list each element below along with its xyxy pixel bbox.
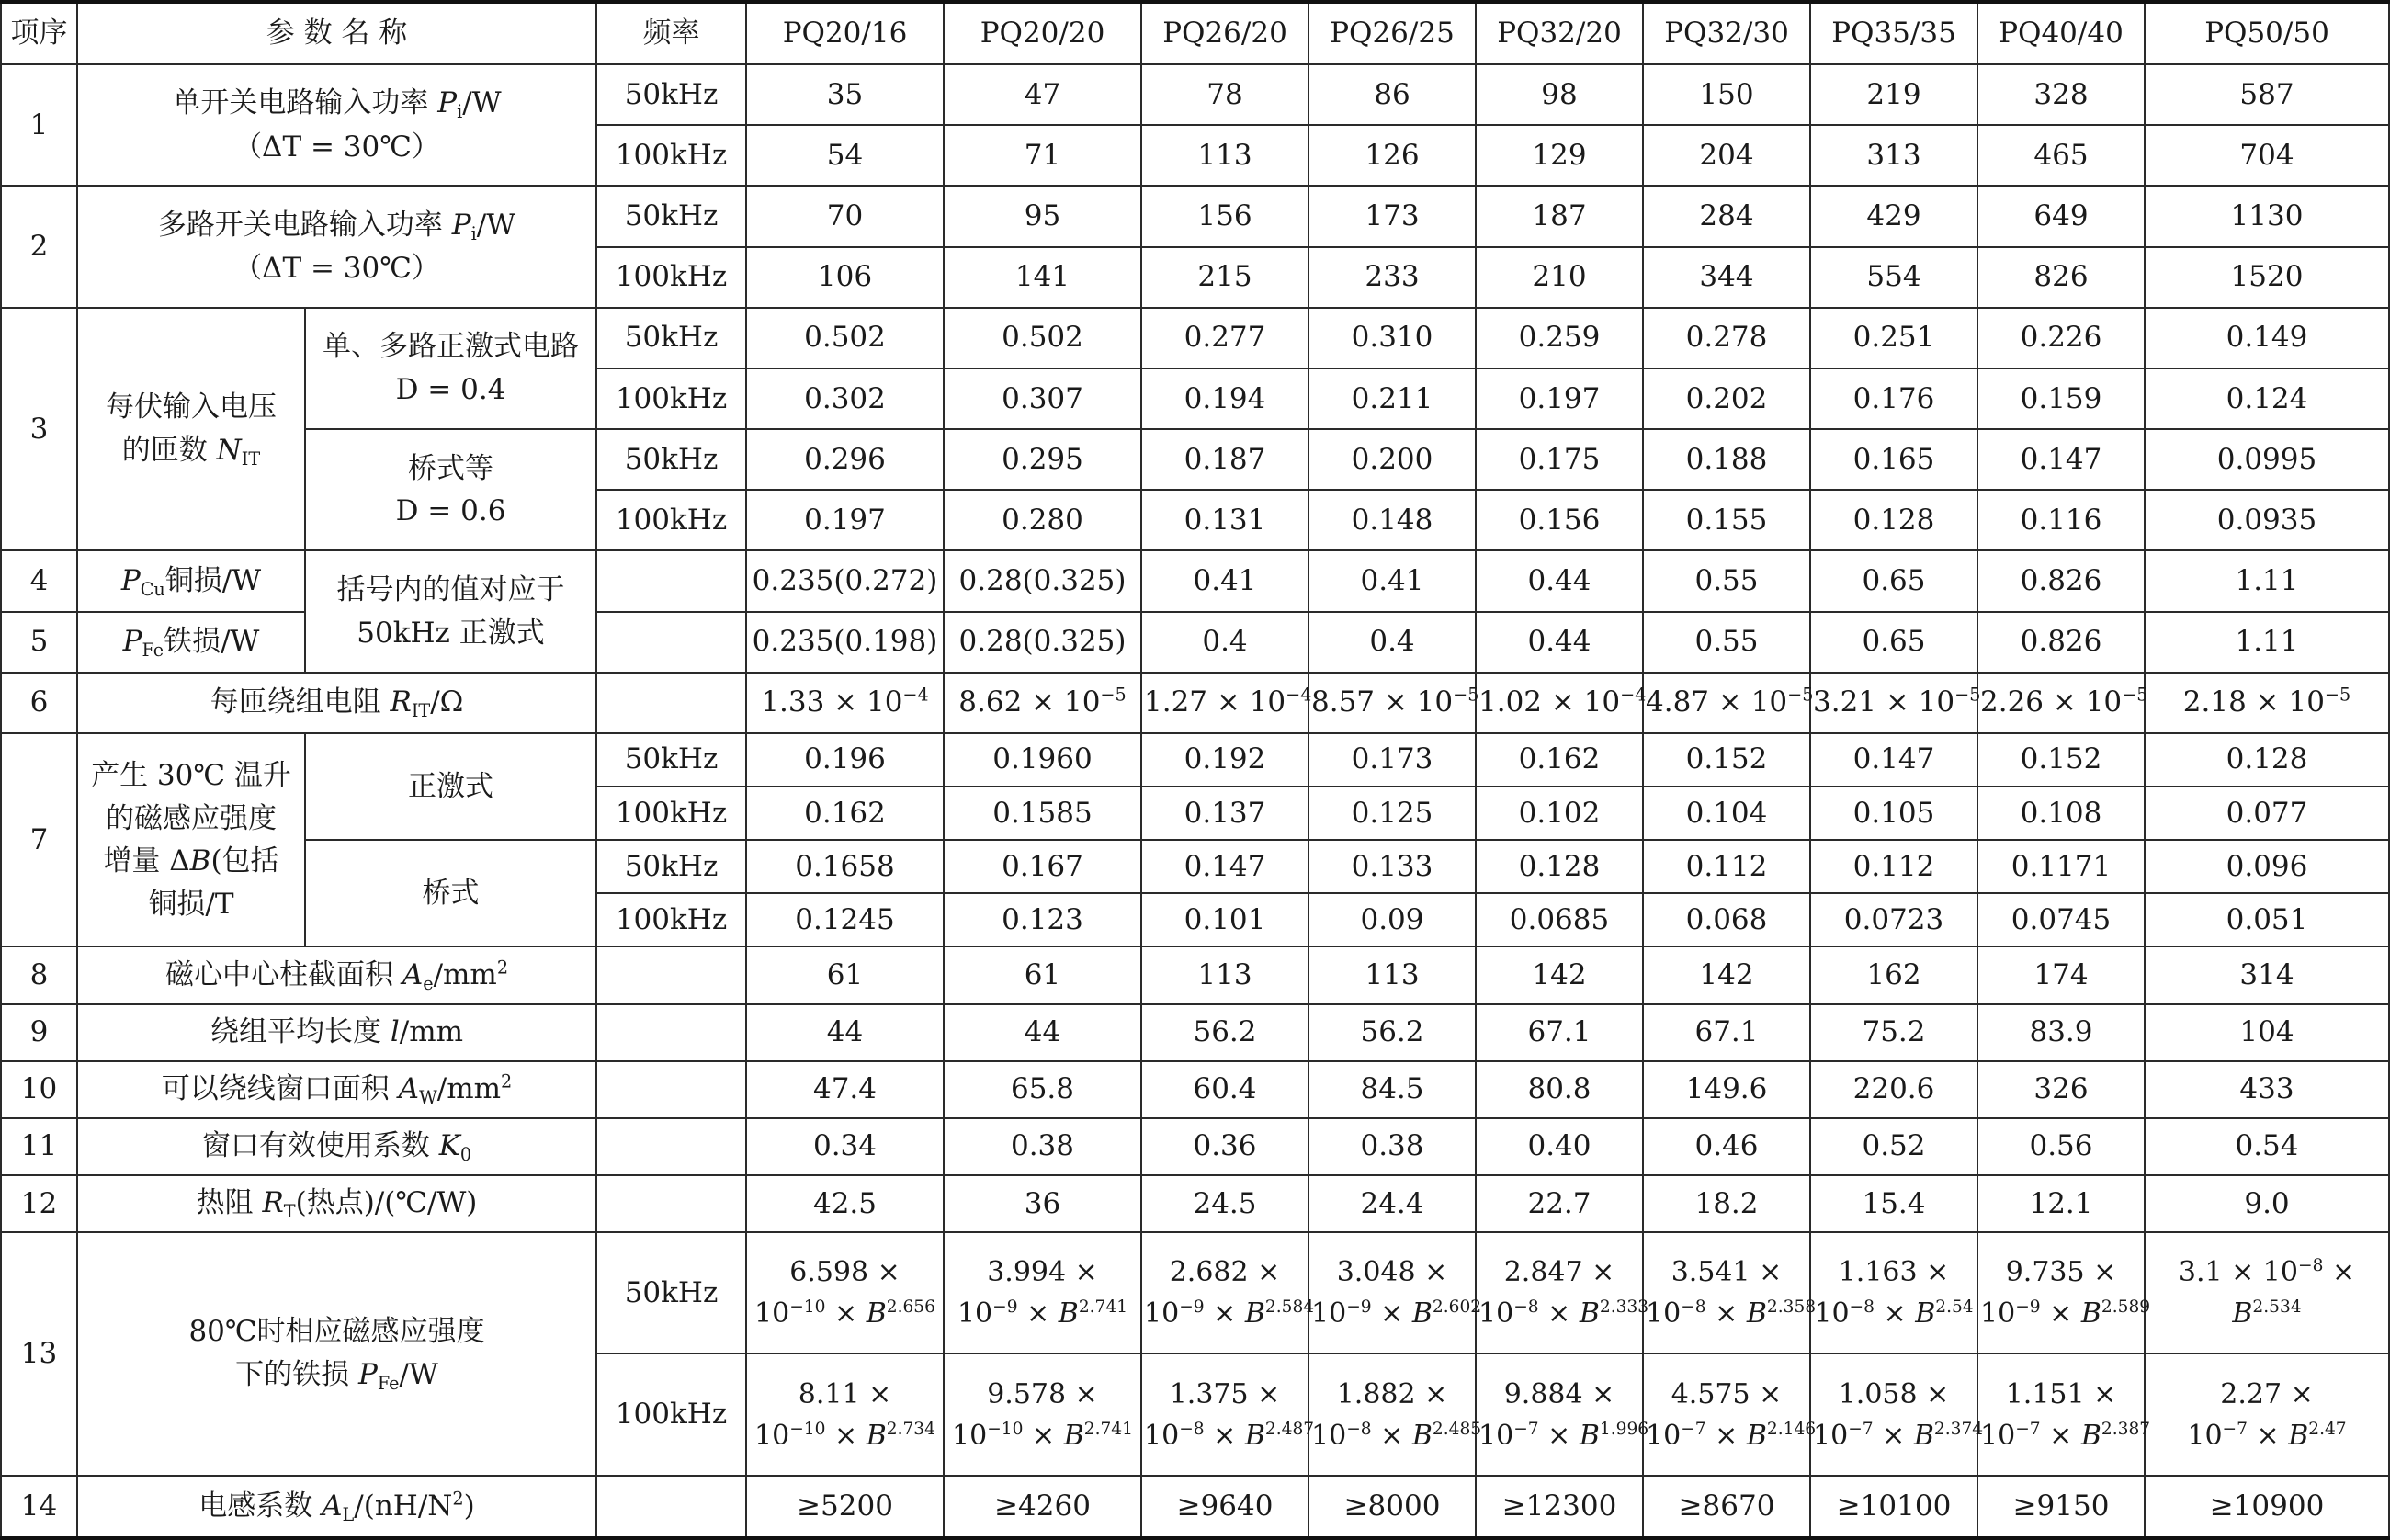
value-cell: 0.155 (1643, 490, 1810, 550)
parameter-subcondition: 单、多路正激式电路 D = 0.4 (305, 308, 596, 429)
value-cell: 554 (1810, 247, 1977, 308)
value-cell: 344 (1643, 247, 1810, 308)
value-cell: 113 (1141, 946, 1308, 1003)
formula-cell: 2.27 × $10^{-7} \times B^{2.47}$ (2145, 1353, 2389, 1475)
value-cell: 0.251 (1810, 308, 1977, 368)
value-cell: 95 (944, 186, 1141, 246)
formula-cell: $3.1 \times 10^{-8}$ × $B^{2.534}$ (2145, 1232, 2389, 1353)
formula-cell: 1.151 × $10^{-7} \times B^{2.387}$ (1977, 1353, 2145, 1475)
value-cell: 0.44 (1476, 550, 1643, 611)
value-cell: ≥10900 (2145, 1476, 2389, 1538)
value-cell: 0.235(0.198) (746, 612, 944, 673)
value-cell: 0.131 (1141, 490, 1308, 550)
table-row (1, 1004, 2389, 1061)
table-row (1, 1061, 2389, 1118)
value-cell: 284 (1643, 186, 1810, 246)
value-cell: 0.65 (1810, 550, 1977, 611)
value-cell: 173 (1308, 186, 1476, 246)
value-cell: 1520 (2145, 247, 2389, 308)
value-cell: 60.4 (1141, 1061, 1308, 1118)
value-cell: 0.502 (944, 308, 1141, 368)
value-cell: 1.11 (2145, 550, 2389, 611)
value-cell: 0.0995 (2145, 429, 2389, 490)
value-cell: 0.102 (1476, 787, 1643, 840)
value-cell: 0.28(0.325) (944, 612, 1141, 673)
value-cell: 0.1245 (746, 893, 944, 946)
parameter-name: 多路开关电路输入功率 $P_i/W$ （ΔT = 30℃） (77, 186, 596, 307)
value-cell: 0.36 (1141, 1118, 1308, 1175)
value-cell: 80.8 (1476, 1061, 1643, 1118)
value-cell: 587 (2145, 64, 2389, 125)
formula-cell: 3.994 × $10^{-9} \times B^{2.741}$ (944, 1232, 1141, 1353)
parameter-name: $P_{Fe}$铁损/W (77, 612, 305, 673)
value-cell: 0.101 (1141, 893, 1308, 946)
value-cell: 0.296 (746, 429, 944, 490)
value-cell: 113 (1141, 125, 1308, 186)
frequency-cell: 100kHz (596, 247, 746, 308)
value-cell: 0.124 (2145, 368, 2389, 429)
parameter-name: 热阻 $R_T$(热点)/(℃/W) (77, 1175, 596, 1232)
value-cell: 0.162 (1476, 733, 1643, 787)
value-cell: 0.104 (1643, 787, 1810, 840)
formula-cell: 1.163 × $10^{-8} \times B^{2.54}$ (1810, 1232, 1977, 1353)
formula-cell: 9.735 × $10^{-9} \times B^{2.589}$ (1977, 1232, 2145, 1353)
value-cell: 0.09 (1308, 893, 1476, 946)
value-cell: 0.148 (1308, 490, 1476, 550)
value-cell: 0.295 (944, 429, 1141, 490)
row-index: 7 (1, 733, 77, 947)
header-model: PQ40/40 (1977, 2, 2145, 64)
value-cell: 0.187 (1141, 429, 1308, 490)
row-index: 13 (1, 1232, 77, 1476)
parameter-subcondition: 正激式 (305, 733, 596, 840)
value-cell: 126 (1308, 125, 1476, 186)
value-cell: 0.112 (1643, 840, 1810, 893)
table-row (1, 64, 2389, 125)
value-cell: 24.4 (1308, 1175, 1476, 1232)
table-row (1, 550, 2389, 611)
header-index: 项序 (1, 2, 77, 64)
frequency-cell-empty (596, 550, 746, 611)
parameter-name: 每伏输入电压 的匝数 $N_{IT}$ (77, 308, 305, 551)
value-cell: $3.21 \times 10^{-5}$ (1810, 673, 1977, 733)
value-cell: $4.87 \times 10^{-5}$ (1643, 673, 1810, 733)
value-cell: 0.38 (1308, 1118, 1476, 1175)
value-cell: 67.1 (1643, 1004, 1810, 1061)
value-cell: 0.302 (746, 368, 944, 429)
frequency-cell: 50kHz (596, 308, 746, 368)
value-cell: 0.55 (1643, 612, 1810, 673)
value-cell: 0.128 (2145, 733, 2389, 787)
value-cell: 61 (746, 946, 944, 1003)
value-cell: 22.7 (1476, 1175, 1643, 1232)
value-cell: 0.46 (1643, 1118, 1810, 1175)
row-index: 10 (1, 1061, 77, 1118)
value-cell: 219 (1810, 64, 1977, 125)
value-cell: 314 (2145, 946, 2389, 1003)
header-model: PQ20/20 (944, 2, 1141, 64)
frequency-cell: 50kHz (596, 1232, 746, 1353)
parameter-name: 产生 30℃ 温升 的磁感应强度 增量 ΔB(包括 铜损/T (77, 733, 305, 947)
value-cell: $1.02 \times 10^{-4}$ (1476, 673, 1643, 733)
frequency-cell-empty (596, 946, 746, 1003)
value-cell: 12.1 (1977, 1175, 2145, 1232)
formula-cell: 1.882 × $10^{-8} \times B^{2.485}$ (1308, 1353, 1476, 1475)
value-cell: 0.55 (1643, 550, 1810, 611)
value-cell: 233 (1308, 247, 1476, 308)
value-cell: 174 (1977, 946, 2145, 1003)
table-row (1, 840, 2389, 893)
value-cell: 0.133 (1308, 840, 1476, 893)
header-model: PQ35/35 (1810, 2, 1977, 64)
formula-cell: 2.847 × $10^{-8} \times B^{2.333}$ (1476, 1232, 1643, 1353)
header-model: PQ50/50 (2145, 2, 2389, 64)
value-cell: 84.5 (1308, 1061, 1476, 1118)
value-cell: 0.41 (1308, 550, 1476, 611)
value-cell: 15.4 (1810, 1175, 1977, 1232)
value-cell: 24.5 (1141, 1175, 1308, 1232)
value-cell: 204 (1643, 125, 1810, 186)
value-cell: 47.4 (746, 1061, 944, 1118)
value-cell: 1130 (2145, 186, 2389, 246)
value-cell: 0.105 (1810, 787, 1977, 840)
frequency-cell: 100kHz (596, 368, 746, 429)
value-cell: 0.159 (1977, 368, 2145, 429)
value-cell: 149.6 (1643, 1061, 1810, 1118)
value-cell: 0.123 (944, 893, 1141, 946)
table-row (1, 308, 2389, 368)
frequency-cell: 50kHz (596, 64, 746, 125)
value-cell: 0.167 (944, 840, 1141, 893)
value-cell: 0.125 (1308, 787, 1476, 840)
value-cell: 210 (1476, 247, 1643, 308)
value-cell: 0.278 (1643, 308, 1810, 368)
value-cell: 18.2 (1643, 1175, 1810, 1232)
frequency-cell: 100kHz (596, 787, 746, 840)
value-cell: 0.096 (2145, 840, 2389, 893)
value-cell: 826 (1977, 247, 2145, 308)
frequency-cell: 50kHz (596, 429, 746, 490)
value-cell: 141 (944, 247, 1141, 308)
value-cell: 0.259 (1476, 308, 1643, 368)
frequency-cell: 100kHz (596, 125, 746, 186)
value-cell: 0.156 (1476, 490, 1643, 550)
header-model: PQ26/20 (1141, 2, 1308, 64)
value-cell: 0.202 (1643, 368, 1810, 429)
value-cell: 0.310 (1308, 308, 1476, 368)
frequency-cell: 50kHz (596, 186, 746, 246)
value-cell: 0.068 (1643, 893, 1810, 946)
value-cell: 0.116 (1977, 490, 2145, 550)
value-cell: 0.1658 (746, 840, 944, 893)
value-cell: 1.11 (2145, 612, 2389, 673)
formula-cell: 8.11 × $10^{-10} \times B^{2.734}$ (746, 1353, 944, 1475)
value-cell: 56.2 (1141, 1004, 1308, 1061)
frequency-cell: 50kHz (596, 840, 746, 893)
value-cell: $8.62 \times 10^{-5}$ (944, 673, 1141, 733)
frequency-cell-empty (596, 1061, 746, 1118)
parameter-name: 绕组平均长度 l/mm (77, 1004, 596, 1061)
row-index: 2 (1, 186, 77, 307)
frequency-cell-empty (596, 1175, 746, 1232)
table-row (1, 733, 2389, 787)
frequency-cell-empty (596, 1118, 746, 1175)
value-cell: 156 (1141, 186, 1308, 246)
value-cell: ≥5200 (746, 1476, 944, 1538)
value-cell: 0.235(0.272) (746, 550, 944, 611)
table-row (1, 186, 2389, 246)
row-index: 12 (1, 1175, 77, 1232)
value-cell: 61 (944, 946, 1141, 1003)
value-cell: 0.1960 (944, 733, 1141, 787)
value-cell: 0.200 (1308, 429, 1476, 490)
value-cell: 0.28(0.325) (944, 550, 1141, 611)
value-cell: 0.196 (746, 733, 944, 787)
value-cell: 0.194 (1141, 368, 1308, 429)
value-cell: 0.192 (1141, 733, 1308, 787)
parameter-name: 可以绕线窗口面积 $A_W/mm^2$ (77, 1061, 596, 1118)
parameter-name: 窗口有效使用系数 $K_0$ (77, 1118, 596, 1175)
value-cell: 0.65 (1810, 612, 1977, 673)
value-cell: 9.0 (2145, 1175, 2389, 1232)
value-cell: 150 (1643, 64, 1810, 125)
value-cell: 0.128 (1476, 840, 1643, 893)
value-cell: 0.56 (1977, 1118, 2145, 1175)
value-cell: 0.108 (1977, 787, 2145, 840)
value-cell: ≥8000 (1308, 1476, 1476, 1538)
table-row (1, 429, 2389, 490)
value-cell: 0.54 (2145, 1118, 2389, 1175)
value-cell: $1.33 \times 10^{-4}$ (746, 673, 944, 733)
value-cell: ≥4260 (944, 1476, 1141, 1538)
value-cell: 0.162 (746, 787, 944, 840)
value-cell: 0.4 (1141, 612, 1308, 673)
header-row (1, 2, 2389, 64)
formula-cell: 3.541 × $10^{-8} \times B^{2.358}$ (1643, 1232, 1810, 1353)
value-cell: 0.176 (1810, 368, 1977, 429)
value-cell: 0.175 (1476, 429, 1643, 490)
value-cell: 47 (944, 64, 1141, 125)
value-cell: 433 (2145, 1061, 2389, 1118)
formula-cell: 9.884 × $10^{-7} \times B^{1.996}$ (1476, 1353, 1643, 1475)
value-cell: 0.051 (2145, 893, 2389, 946)
row-index: 11 (1, 1118, 77, 1175)
value-cell: ≥8670 (1643, 1476, 1810, 1538)
frequency-cell: 50kHz (596, 733, 746, 787)
value-cell: 83.9 (1977, 1004, 2145, 1061)
value-cell: $1.27 \times 10^{-4}$ (1141, 673, 1308, 733)
parameter-name: 单开关电路输入功率 $P_i/W$ （ΔT = 30℃） (77, 64, 596, 186)
parameter-note: 括号内的值对应于 50kHz 正激式 (305, 550, 596, 672)
parameter-name: 电感系数 $A_L/(nH/N^2)$ (77, 1476, 596, 1538)
frequency-cell: 100kHz (596, 893, 746, 946)
value-cell: 0.077 (2145, 787, 2389, 840)
value-cell: 106 (746, 247, 944, 308)
row-index: 5 (1, 612, 77, 673)
table-row (1, 1118, 2389, 1175)
frequency-cell: 100kHz (596, 1353, 746, 1475)
value-cell: 0.40 (1476, 1118, 1643, 1175)
value-cell: ≥9150 (1977, 1476, 2145, 1538)
value-cell: 44 (944, 1004, 1141, 1061)
value-cell: 0.226 (1977, 308, 2145, 368)
value-cell: 35 (746, 64, 944, 125)
value-cell: 328 (1977, 64, 2145, 125)
value-cell: 113 (1308, 946, 1476, 1003)
value-cell: 0.826 (1977, 612, 2145, 673)
parameter-subcondition: 桥式 (305, 840, 596, 946)
value-cell: 0.826 (1977, 550, 2145, 611)
formula-cell: 4.575 × $10^{-7} \times B^{2.146}$ (1643, 1353, 1810, 1475)
value-cell: 71 (944, 125, 1141, 186)
formula-cell: 3.048 × $10^{-9} \times B^{2.602}$ (1308, 1232, 1476, 1353)
value-cell: 313 (1810, 125, 1977, 186)
value-cell: 0.165 (1810, 429, 1977, 490)
value-cell: 0.0685 (1476, 893, 1643, 946)
row-index: 4 (1, 550, 77, 611)
value-cell: 142 (1476, 946, 1643, 1003)
value-cell: 0.34 (746, 1118, 944, 1175)
header-frequency: 频率 (596, 2, 746, 64)
value-cell: 0.188 (1643, 429, 1810, 490)
value-cell: 162 (1810, 946, 1977, 1003)
value-cell: ≥10100 (1810, 1476, 1977, 1538)
frequency-cell-empty (596, 1004, 746, 1061)
frequency-cell-empty (596, 612, 746, 673)
value-cell: 0.147 (1977, 429, 2145, 490)
parameter-name: 每匝绕组电阻 $R_{IT}/\Omega$ (77, 673, 596, 733)
value-cell: 104 (2145, 1004, 2389, 1061)
value-cell: 78 (1141, 64, 1308, 125)
value-cell: 465 (1977, 125, 2145, 186)
value-cell: 86 (1308, 64, 1476, 125)
value-cell: 65.8 (944, 1061, 1141, 1118)
table-row (1, 1232, 2389, 1353)
value-cell: 42.5 (746, 1175, 944, 1232)
header-model: PQ20/16 (746, 2, 944, 64)
value-cell: 56.2 (1308, 1004, 1476, 1061)
value-cell: 0.152 (1643, 733, 1810, 787)
row-index: 3 (1, 308, 77, 551)
value-cell: 0.280 (944, 490, 1141, 550)
table-row (1, 946, 2389, 1003)
value-cell: 44 (746, 1004, 944, 1061)
value-cell: 0.112 (1810, 840, 1977, 893)
value-cell: 0.1171 (1977, 840, 2145, 893)
row-index: 6 (1, 673, 77, 733)
value-cell: 0.0935 (2145, 490, 2389, 550)
value-cell: 0.1585 (944, 787, 1141, 840)
value-cell: $2.26 \times 10^{-5}$ (1977, 673, 2145, 733)
value-cell: 215 (1141, 247, 1308, 308)
formula-cell: 6.598 × $10^{-10} \times B^{2.656}$ (746, 1232, 944, 1353)
formula-cell: 9.578 × $10^{-10} \times B^{2.741}$ (944, 1353, 1141, 1475)
row-index: 8 (1, 946, 77, 1003)
value-cell: 67.1 (1476, 1004, 1643, 1061)
value-cell: 0.4 (1308, 612, 1476, 673)
value-cell: 0.0723 (1810, 893, 1977, 946)
value-cell: 429 (1810, 186, 1977, 246)
value-cell: 54 (746, 125, 944, 186)
parameter-name: $P_{Cu}$铜损/W (77, 550, 305, 611)
value-cell: 326 (1977, 1061, 2145, 1118)
formula-cell: 1.058 × $10^{-7} \times B^{2.374}$ (1810, 1353, 1977, 1475)
value-cell: 0.44 (1476, 612, 1643, 673)
value-cell: 220.6 (1810, 1061, 1977, 1118)
value-cell: 0.0745 (1977, 893, 2145, 946)
frequency-cell-empty (596, 1476, 746, 1538)
parameter-subcondition: 桥式等 D = 0.6 (305, 429, 596, 550)
value-cell: 187 (1476, 186, 1643, 246)
value-cell: 0.152 (1977, 733, 2145, 787)
header-model: PQ32/30 (1643, 2, 1810, 64)
parameter-name: 80℃时相应磁感应强度 下的铁损 $P_{Fe}/W$ (77, 1232, 596, 1476)
value-cell: 0.149 (2145, 308, 2389, 368)
value-cell: 0.197 (746, 490, 944, 550)
value-cell: 0.41 (1141, 550, 1308, 611)
value-cell: 0.128 (1810, 490, 1977, 550)
formula-cell: 1.375 × $10^{-8} \times B^{2.487}$ (1141, 1353, 1308, 1475)
value-cell: 98 (1476, 64, 1643, 125)
table-row (1, 673, 2389, 733)
value-cell: 0.277 (1141, 308, 1308, 368)
value-cell: ≥12300 (1476, 1476, 1643, 1538)
frequency-cell-empty (596, 673, 746, 733)
value-cell: 0.38 (944, 1118, 1141, 1175)
value-cell: 0.137 (1141, 787, 1308, 840)
header-model: PQ32/20 (1476, 2, 1643, 64)
row-index: 1 (1, 64, 77, 186)
value-cell: 70 (746, 186, 944, 246)
table-row (1, 1175, 2389, 1232)
value-cell: 649 (1977, 186, 2145, 246)
value-cell: 704 (2145, 125, 2389, 186)
header-parameter: 参 数 名 称 (77, 2, 596, 64)
table-row (1, 1476, 2389, 1538)
value-cell: $2.18 \times 10^{-5}$ (2145, 673, 2389, 733)
value-cell: 0.52 (1810, 1118, 1977, 1175)
header-model: PQ26/25 (1308, 2, 1476, 64)
value-cell: 142 (1643, 946, 1810, 1003)
frequency-cell: 100kHz (596, 490, 746, 550)
value-cell: 0.307 (944, 368, 1141, 429)
value-cell: 0.211 (1308, 368, 1476, 429)
row-index: 9 (1, 1004, 77, 1061)
value-cell: 0.197 (1476, 368, 1643, 429)
value-cell: 0.502 (746, 308, 944, 368)
value-cell: ≥9640 (1141, 1476, 1308, 1538)
value-cell: 0.147 (1810, 733, 1977, 787)
formula-cell: 2.682 × $10^{-9} \times B^{2.584}$ (1141, 1232, 1308, 1353)
row-index: 14 (1, 1476, 77, 1538)
parameter-name: 磁心中心柱截面积 $A_e/mm^2$ (77, 946, 596, 1003)
value-cell: $8.57 \times 10^{-5}$ (1308, 673, 1476, 733)
value-cell: 129 (1476, 125, 1643, 186)
value-cell: 0.173 (1308, 733, 1476, 787)
value-cell: 36 (944, 1175, 1141, 1232)
value-cell: 75.2 (1810, 1004, 1977, 1061)
value-cell: 0.147 (1141, 840, 1308, 893)
